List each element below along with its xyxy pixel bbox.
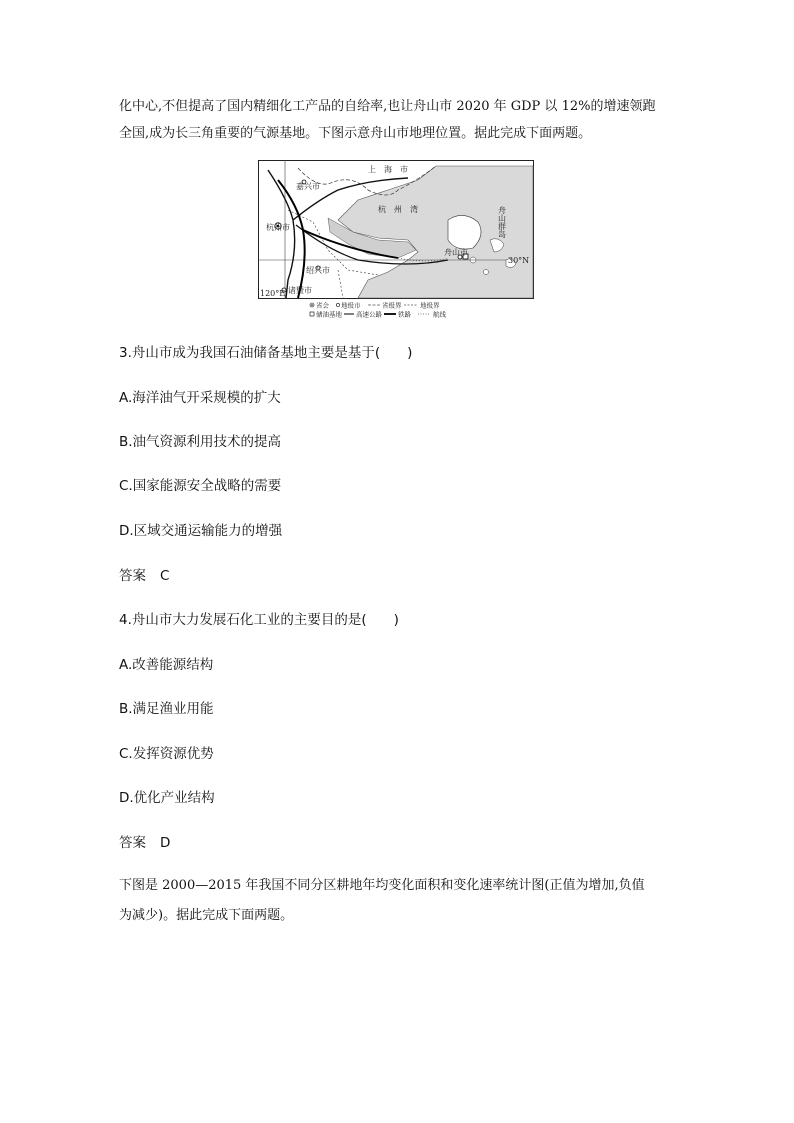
- legend-oil-storage-base: 储油基地: [316, 310, 342, 319]
- question-3-answer: [119, 566, 169, 586]
- label-zhoushan-city: 舟山市: [444, 248, 468, 257]
- question-4-answer: [119, 833, 170, 853]
- legend-provincial-capital: 省会: [316, 301, 329, 310]
- map-island: [484, 270, 489, 275]
- question-4-option-c: C.发挥资源优势: [119, 746, 214, 762]
- intro-paragraph-line1: 化中心,不但提高了国内精细化工产品的自给率,也让舟山市 2020 年 GDP 以 12%的增速领跑: [119, 99, 656, 114]
- question-4-option-a: A.改善能源结构: [119, 657, 214, 673]
- answer-value: D: [160, 835, 171, 851]
- legend-railway: 铁路: [398, 310, 411, 319]
- label-longitude: 120°E: [260, 289, 286, 298]
- question-4-option-d: D.优化产业结构: [119, 790, 215, 806]
- legend-provincial-boundary: 省级界: [382, 301, 402, 310]
- label-shaoxing: 绍兴市: [306, 266, 330, 275]
- label-shanghai: 上 海 市: [368, 165, 408, 174]
- answer-label: 答案: [119, 835, 146, 851]
- label-latitude: 30°N: [508, 256, 530, 265]
- question-3-option-a: A.海洋油气开采规模的扩大: [119, 390, 281, 406]
- legend-prefecture-city: 地级市: [341, 301, 361, 310]
- label-zhoushan-islands: 舟山群岛: [497, 206, 507, 238]
- legend-shipping-route: 航线: [433, 310, 446, 319]
- legend-highway: 高速公路: [356, 310, 382, 319]
- intro-paragraph-line2: 全国,成为长三角重要的气源基地。下图示意舟山市地理位置。据此完成下面两题。: [119, 126, 592, 141]
- label-jiaxing: 嘉兴市: [296, 182, 320, 191]
- question-4-option-b: B.满足渔业用能: [119, 701, 214, 717]
- answer-label: 答案: [119, 568, 146, 584]
- question-3-option-c: C.国家能源安全战略的需要: [119, 478, 282, 494]
- question-3-option-b: B.油气资源利用技术的提高: [119, 434, 282, 450]
- map-island: [448, 215, 481, 249]
- intro2-paragraph-line2: 为减少)。据此完成下面两题。: [119, 908, 294, 923]
- label-hangzhou-bay: 杭 州 湾: [378, 205, 418, 214]
- label-zhuji: 诸暨市: [288, 286, 312, 295]
- intro2-paragraph-line1: 下图是 2000—2015 年我国不同分区耕地年均变化面积和变化速率统计图(正值为增加,负值: [119, 878, 645, 893]
- legend-prefecture-boundary: 地级界: [420, 301, 440, 310]
- question-4-stem: 4.舟山市大力发展石化工业的主要目的是( ): [119, 612, 399, 628]
- question-3-option-d: D.区域交通运输能力的增强: [119, 523, 283, 539]
- label-hangzhou: 杭州市: [266, 223, 290, 232]
- question-3-stem: 3.舟山市成为我国石油储备基地主要是基于( ): [119, 345, 413, 361]
- answer-value: C: [160, 568, 170, 584]
- zhoushan-location-map: [258, 160, 534, 322]
